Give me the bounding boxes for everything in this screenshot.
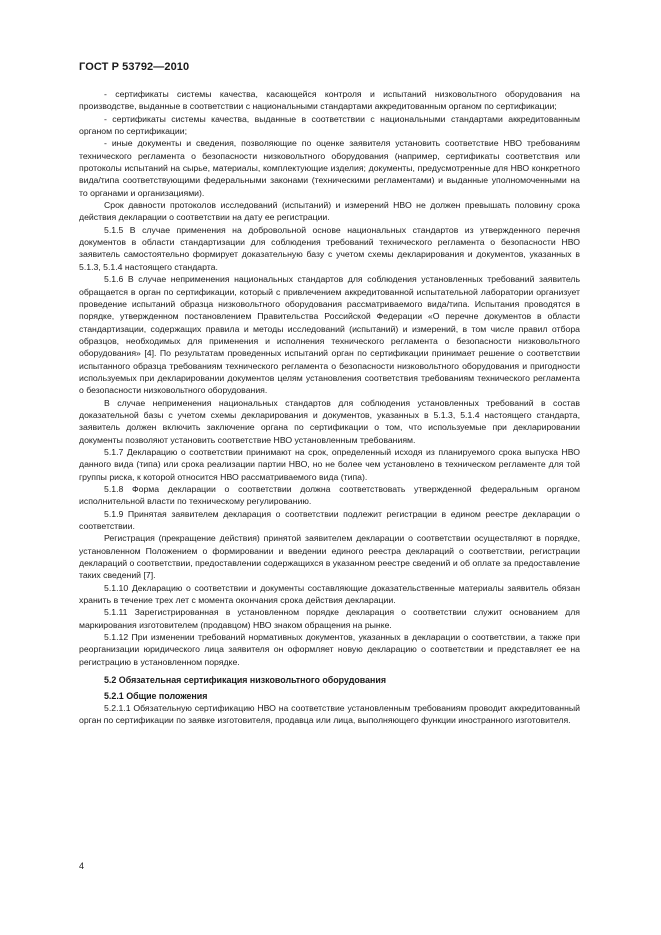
paragraph-5-1-9-registration: Регистрация (прекращение действия) принятой заявителем декларации о соответствии осуществляют в порядке, установленном Положением о формировании и введении единого реестра деклараций о соответствии, регистрации деклараций о соответствии, предоставлении содержащихся в указанном реестре сведений и об оплате за предоставление таких сведений [7]. [79,533,580,581]
paragraph-5-2-1-1: 5.2.1.1 Обязательную сертификацию НВО на соответствие установленным требованиям проводит аккредитованный орган по сертификации по заявке изготовителя, продавца или лица, выполняющего функции иностранного изготовителя. [79,702,580,726]
paragraph-5-1-7: 5.1.7 Декларацию о соответствии принимают на срок, определенный исходя из планируемого срока выпуска НВО данного вида (типа) или срока реализации партии НВО, но не более чем установлено в техническом регламенте для той группы риска, к которой относится НВО рассматриваемого вида (типа). [79,446,580,482]
paragraph-5-1-9: 5.1.9 Принятая заявителем декларация о соответствии подлежит регистрации в едином реестре декларации о соответствии. [79,508,580,532]
paragraph-5-1-5: 5.1.5 В случае применения на добровольной основе национальных стандартов из утвержденного перечня документов в области стандартизации для соблюдения требований технического регламента о безопасности НВО заявитель самостоятельно формирует доказательную базу с учетом схемы декларирования и документов, указанных в 5.1.3, 5.1.4 настоящего стандарта. [79,224,580,272]
subsection-heading-5-2-1: 5.2.1 Общие положения [104,690,208,701]
paragraph-5-1-11: 5.1.11 Зарегистрированная в установленном порядке декларация о соответствии служит основанием для маркирования изготовителем (продавцом) НВО знаком обращения на рынке. [79,607,580,630]
standard-code-header: ГОСТ Р 53792—2010 [79,61,190,73]
paragraph-5-1-6: 5.1.6 В случае неприменения национальных стандартов для соблюдения установленных требований заявитель обращается в орган по сертификации, который с привлечением аккредитованной испытательной лаборатории организует проведение испытаний образца низковольтного оборудования рассматриваемого вида/типа. Испытания проводятся в порядке, утвержденном постановлением Правительства Российской Федерации «О перечне документов в области стандартизации, содержащих правила и методы исследований (испытаний) и измерений, в том числе правил отбора образцов, необходимых для применения и исполнения технического регламента о безопасности низковольтного оборудования» [4]. По результатам проведенных испытаний орган по сертификации принимает решение о соответствии испытанного образца требованиям технического регламента о безопасности низковольтного оборудования и пригодности используемых при декларировании документов целям установления соответствия требованиям технического регламента о безопасности низковольтного оборудования. [79,274,580,396]
paragraph-5-1-12: 5.1.12 При изменении требований нормативных документов, указанных в декларации о соответствии, а также при реорганизации юридического лица заявителя он оформляет новую декларацию о соответствии и представляет ее на регистрацию в установленном порядке. [79,632,580,667]
section-heading-5-2: 5.2 Обязательная сертификация низковольтного оборудования [104,675,387,686]
page-number: 4 [79,861,85,871]
paragraph-5-1-10: 5.1.10 Декларацию о соответствии и документы составляющие доказательственные материалы заявитель обязан хранить в течение трех лет с момента окончания срока действия декларации. [79,582,580,606]
page-body [79,88,580,727]
paragraph-protocol-validity: Срок давности протоколов исследований (испытаний) и измерений НВО не должен превышать половину срока действия декларации о соответствии на дату ее регистрации. [79,200,580,223]
paragraph-5-1-8: 5.1.8 Форма декларации о соответствии должна соответствовать утвержденной федеральным органом исполнительной власти по техническому регулированию. [79,484,580,507]
paragraph-bullet-other-documents: - иные документы и сведения, позволяющие по оценке заявителя установить соответствие НВО требованиям технического регламента о безопасности низковольтного оборудования (например, сертификаты соответствия или протоколы испытаний на сырье, материалы, комплектующие изделия; документы, предусмотренные для НВО конкретного вида/типа соответствующими федеральными законами (техническими регламентами) и выданные уполномоченными на то органами и организациями). [79,138,580,198]
paragraph-bullet-quality-certificates: - сертификаты системы качества, выданные в соответствии с национальными стандартами аккредитованным органом по сертификации; [79,113,580,137]
paragraph-bullet-quality-certificates-control: - сертификаты системы качества, касающейся контроля и испытаний низковольтного оборудования на производстве, выданные в соответствии с национальными стандартами аккредитованным органом по сертификации; [79,89,580,112]
paragraph-5-1-6-continued: В случае неприменения национальных стандартов для соблюдения установленных требований в состав доказательной базы с учетом схемы декларирования и документов, указанных в 5.1.3, 5.1.4 настоящего стандарта, заявитель должен включить заключение органа по сертификации о том, что используемые при декларировании документы позволяют установить соответствие НВО установленным требованиям. [79,397,580,445]
